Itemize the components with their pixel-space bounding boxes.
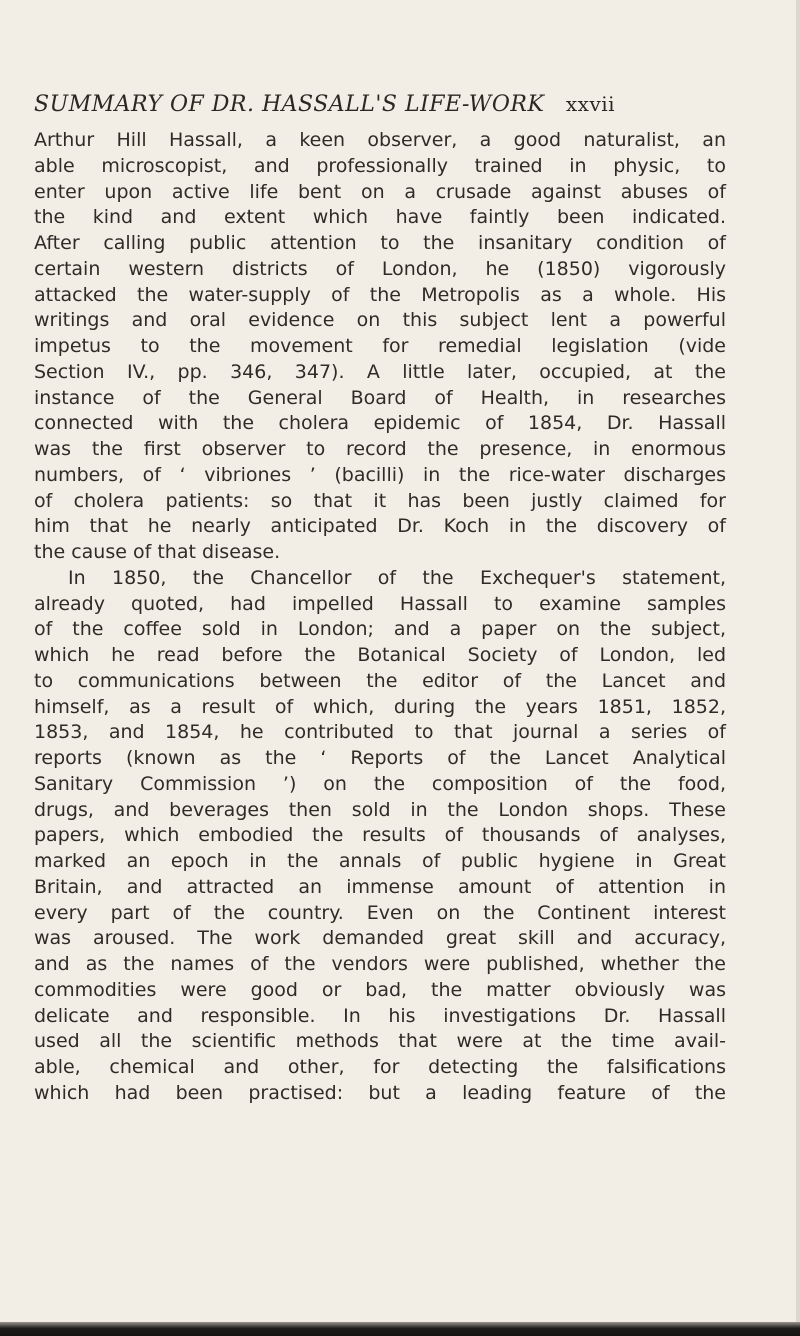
text-line: After calling public attention to the insanitary condition of: [34, 232, 726, 254]
text-line: which had been practised: but a leading feature of the: [34, 1081, 726, 1104]
text-line: delicate and responsible. In his investigations Dr. Hassall: [34, 1004, 726, 1027]
text-line: marked an epoch in the annals of public hygiene in Great: [34, 850, 726, 872]
running-head-title: SUMMARY OF DR. HASSALL'S LIFE-WORK: [34, 92, 545, 117]
text-line: him that he nearly anticipated Dr. Koch in the discovery of: [34, 515, 726, 538]
text-line: already quoted, had impelled Hassall to examine samples: [34, 592, 726, 615]
text-line: able microscopist, and professionally trained in physic, to: [34, 154, 726, 177]
text-line: himself, as a result of which, during the years 1851, 1852,: [34, 695, 726, 718]
text-line: reports (known as the ‘ Reports of the Lancet Analytical: [34, 747, 726, 769]
text-line: of the coffee sold in London; and a paper on the subject,: [34, 618, 726, 641]
text-line: drugs, and beverages then sold in the London shops. These: [34, 798, 726, 821]
text-line: was the first observer to record the presence, in enormous: [34, 438, 726, 460]
running-head: [34, 92, 734, 117]
text-line: used all the scientific methods that were at the time avail-: [34, 1030, 726, 1053]
text-line: papers, which embodied the results of thousands of analyses,: [34, 824, 726, 847]
text-line: enter upon active life bent on a crusade against abuses of: [34, 180, 726, 203]
text-line: commodities were good or bad, the matter obviously was: [34, 978, 726, 1001]
text-line: instance of the General Board of Health, in researches: [34, 386, 726, 409]
text-line: Section IV., pp. 346, 347). A little later, occupied, at the: [34, 360, 726, 383]
text-line: which he read before the Botanical Society of London, led: [34, 644, 726, 666]
page-number: xxvii: [565, 92, 616, 116]
text-line: impetus to the movement for remedial legislation (vide: [34, 335, 726, 357]
text-line: 1853, and 1854, he contributed to that journal a series of: [34, 721, 726, 744]
text-line: able, chemical and other, for detecting the falsifications: [34, 1056, 726, 1078]
text-line: writings and oral evidence on this subject lent a powerful: [34, 309, 726, 332]
text-line: Britain, and attracted an immense amount of attention in: [34, 875, 726, 898]
text-line: and as the names of the vendors were published, whether the: [34, 953, 726, 975]
text-line: every part of the country. Even on the Continent interest: [34, 901, 726, 924]
page-bottom-edge: [0, 1322, 800, 1336]
text-line: certain western districts of London, he (1850) vigorously: [34, 257, 726, 280]
text-line: to communications between the editor of the Lancet and: [34, 669, 726, 692]
text-line: connected with the cholera epidemic of 1854, Dr. Hassall: [34, 412, 726, 435]
text-line: was aroused. The work demanded great skill and accuracy,: [34, 927, 726, 950]
text-line: In 1850, the Chancellor of the Exchequer's statement,: [68, 566, 726, 589]
text-line: of cholera patients: so that it has been justly claimed for: [34, 489, 726, 512]
text-line: attacked the water-supply of the Metropolis as a whole. His: [34, 283, 726, 306]
text-line: Sanitary Commission ’) on the composition of the food,: [34, 772, 726, 795]
text-line: the cause of that disease.: [34, 541, 281, 563]
text-line: the kind and extent which have faintly been indicated.: [34, 206, 726, 229]
body-text: [34, 128, 726, 1107]
page-right-edge: [796, 0, 800, 1336]
text-line: Arthur Hill Hassall, a keen observer, a good naturalist, an: [34, 129, 726, 151]
text-line: numbers, of ‘ vibriones ’ (bacilli) in the rice-water discharges: [34, 463, 726, 486]
